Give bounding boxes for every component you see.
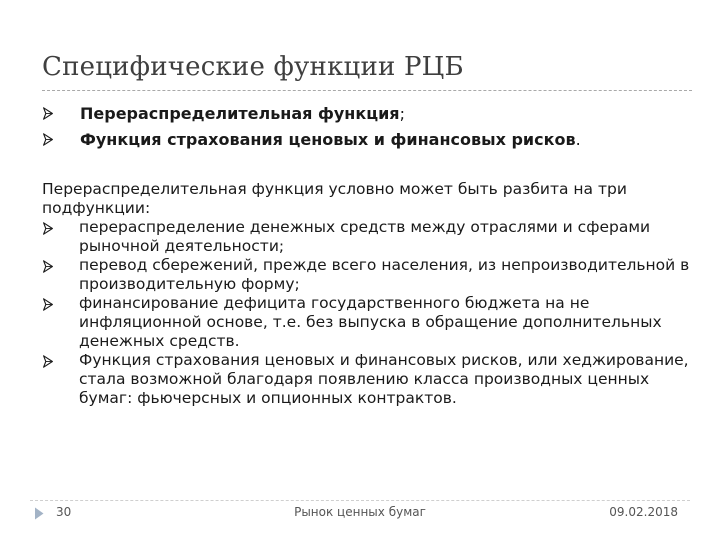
title-divider [42,90,692,91]
arrowhead-bullet-icon [43,298,53,311]
arrowhead-bullet-icon [43,355,53,368]
sub-bullet-text: перераспределение денежных средств между отраслями и сферами рыночной деятельности; [79,218,651,255]
top-bullet-text: Перераспределительная функция [80,104,400,123]
arrowhead-bullet-icon [43,222,53,235]
top-bullet-list [43,101,703,153]
sub-bullet-item [42,218,692,256]
slide-title: Специфические функции РЦБ [42,52,464,82]
sub-bullet-text: финансирование дефицита государственного бюджета на не инфляционной основе, т.е. без выпуска в обращение дополнительных денежных средств. [79,294,662,350]
page-number: 30 [56,505,72,519]
sub-bullet-text: перевод сбережений, прежде всего населения, из непроизводительной в производительную форму; [79,256,690,293]
footer-title: Рынок ценных бумаг [294,505,426,519]
top-bullet-punct: ; [399,104,405,123]
body-block [42,180,692,408]
sub-bullet-item [42,294,692,351]
arrowhead-bullet-icon [43,133,53,146]
body-intro: Перераспределительная функция условно может быть разбита на три подфункции: [42,180,627,217]
arrowhead-bullet-icon [43,260,53,273]
footer-divider [30,500,690,501]
top-bullet-item [43,127,703,153]
top-bullet-text: Функция страхования ценовых и финансовых рисков [80,130,576,149]
sub-bullet-item [42,256,692,294]
top-bullet-item [43,101,703,127]
top-bullet-punct: . [575,130,581,149]
sub-bullet-item [42,351,692,408]
arrowhead-bullet-icon [43,107,53,120]
footer-date: 09.02.2018 [609,505,678,519]
sub-bullet-text: Функция страхования ценовых и финансовых рисков, или хеджирование, стала возможной благодаря появлению класса производных ценных бумаг: фьючерсных и опционных контрактов. [79,351,689,407]
sub-bullet-list [42,218,692,408]
